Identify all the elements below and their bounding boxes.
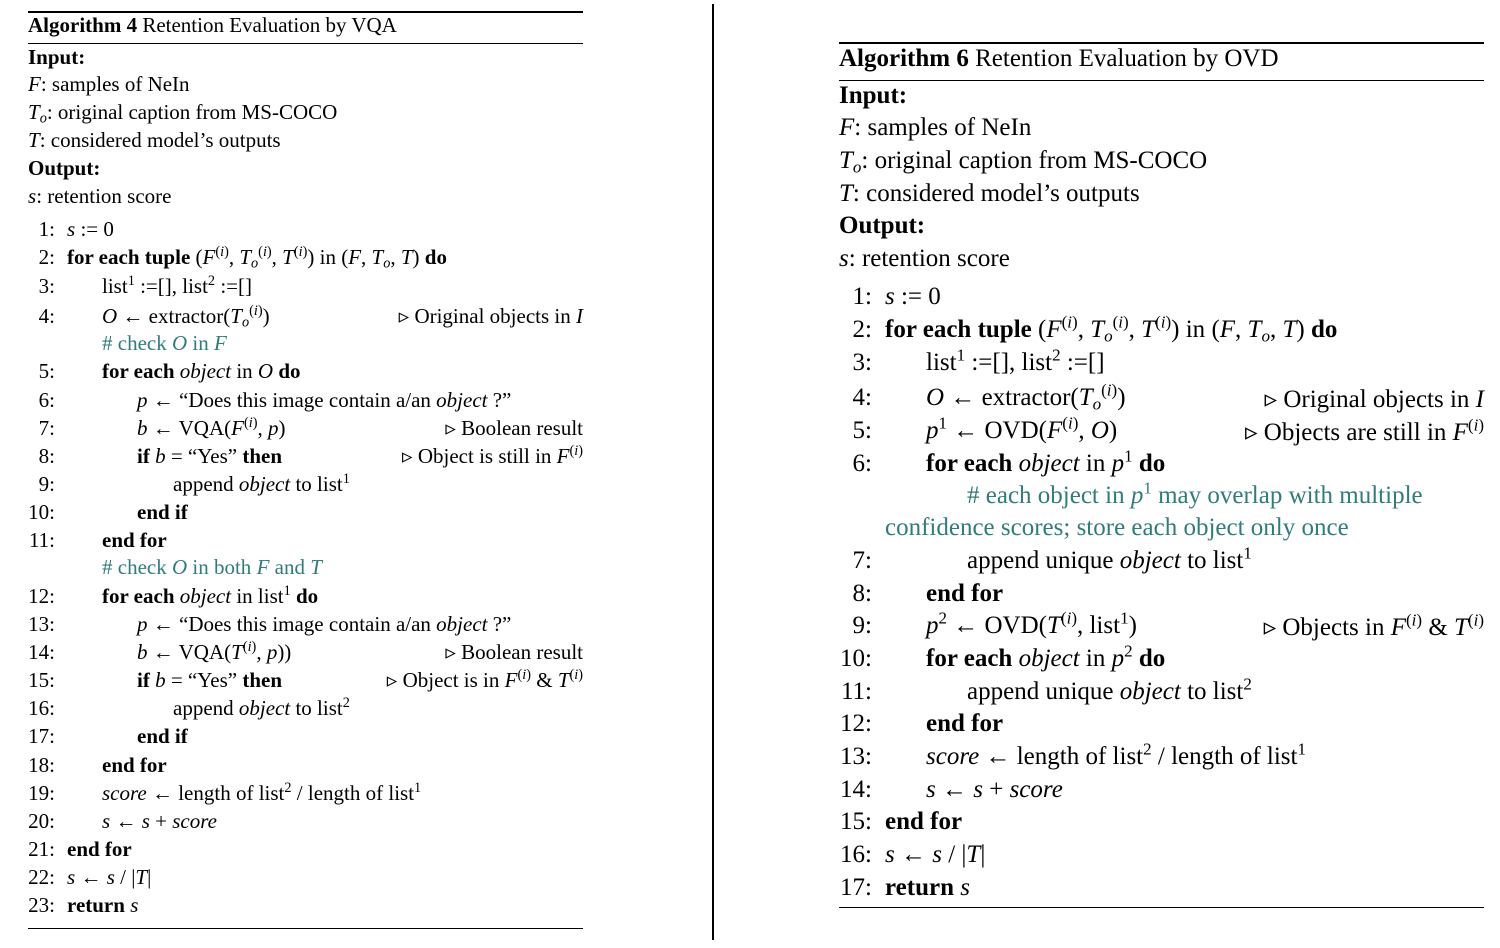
input-heading: Input:	[28, 45, 86, 69]
output-heading: Output:	[839, 212, 926, 239]
line-12: 12: for each object in list$^1$ do	[28, 583, 319, 608]
line-10: 10: end if	[28, 500, 188, 524]
comment-check-both: # check O in both F and T	[102, 555, 322, 579]
line-15: 15: end for	[840, 808, 963, 835]
comment-overlap-1: # each object in $p^1$ may overlap with multiple	[967, 478, 1423, 509]
bottom-rule	[839, 907, 1484, 908]
line-8: 8: end for	[852, 580, 1004, 607]
algorithm-title	[839, 45, 1279, 73]
comment-is-in: ▹ Object is in $F^{(i)}$ & $T^{(i)}$	[386, 667, 583, 692]
line-1: 1: s := 0	[852, 283, 941, 310]
line-11: 11: end for	[28, 528, 167, 552]
title-rule	[28, 43, 583, 44]
line-13: 13: score ← length of list$^2$ / length of list$^1$	[840, 739, 1306, 770]
input-heading: Input:	[839, 82, 908, 109]
line-19: 19: score ← length of list$^2$ / length of list$^1$	[28, 780, 422, 805]
line-13: 13: p ← “Does this image contain a/an object ?”	[28, 612, 512, 636]
line-5: 5: $p^1$ ← $OVD(F^{(i)}$, O) ▹ Objects are still in $F^{(i)}$	[852, 413, 1484, 446]
input-T: T: considered model’s outputs	[839, 180, 1140, 207]
line-5: 5: for each object in O do	[38, 359, 301, 383]
line-4: 4: O ← $extractor(T_o^{(i)})$ ▹ Original objects in I	[38, 303, 583, 331]
comment-original-objects: ▹ Original objects in I	[1264, 386, 1484, 413]
bottom-rule	[28, 928, 583, 929]
input-T: T: considered model’s outputs	[28, 128, 281, 152]
line-3: 3: list$^1$ :=[], list$^2$ :=[]	[38, 273, 252, 298]
comment-check-O-in-F: # check O in F	[102, 331, 227, 355]
line-2: 2: for each tuple ($F^{(i)}$, $T_o^{(i)}$, $T^{(i)}$) in (F, $T_o$, T) do	[38, 244, 447, 272]
line-12: 12: end for	[840, 710, 1004, 737]
line-2: 2: for each tuple ($F^{(i)}$, $T_o^{(i)}$, $T^{(i)}$) in (F, $T_o$, T) do	[852, 312, 1338, 346]
line-7: 7: append unique object to list$^1$	[852, 543, 1252, 574]
line-20: 20: s ← s + score	[28, 809, 217, 833]
line-9: 9: append object to list$^1$	[38, 471, 350, 496]
line-8: 8: if b = “Yes” then ▹ Object is still in $F^{(i)}$	[38, 443, 583, 468]
algorithm-label: Algorithm 6	[839, 45, 969, 72]
line-1: 1: s := 0	[38, 217, 114, 241]
input-To: $T_o$: original caption from MS-COCO	[28, 100, 338, 127]
line-14: 14: b ← $VQA(T^{(i)}$, p)) ▹ Boolean result	[28, 639, 583, 664]
comment-objects-still-in: ▹ Objects are still in $F^{(i)}$	[1244, 415, 1484, 446]
comment-still-in: ▹ Object is still in $F^{(i)}$	[402, 443, 583, 468]
comment-overlap-2: confidence scores; store each object only once	[885, 514, 1349, 541]
input-F: F: samples of NeIn	[839, 114, 1032, 141]
algorithm-name: Retention Evaluation by OVD	[975, 45, 1279, 72]
comment-boolean-2: ▹ Boolean result	[445, 640, 583, 664]
comment-boolean: ▹ Boolean result	[445, 416, 583, 440]
line-18: 18: end for	[28, 753, 167, 777]
line-6: 6: p ← “Does this image contain a/an object ?”	[38, 388, 512, 412]
line-17: 17: end if	[28, 724, 188, 748]
line-7: 7: b ← $VQA(F^{(i)}$, p) ▹ Boolean result	[38, 415, 583, 440]
line-21: 21: end for	[28, 837, 132, 861]
output-heading: Output:	[28, 156, 101, 180]
top-rule	[839, 42, 1484, 44]
line-10: 10: for each object in $p^2$ do	[840, 641, 1166, 672]
line-15: 15: if b = “Yes” then ▹ Object is in $F^{(i)}$ & $T^{(i)}$	[28, 667, 583, 692]
algorithm-name: Retention Evaluation by VQA	[142, 13, 397, 37]
column-divider	[712, 4, 714, 940]
title-rule	[839, 80, 1484, 81]
line-14: 14: s ← s + score	[840, 776, 1063, 803]
line-4: 4: O ← $extractor(T_o^{(i)})$ ▹ Original objects in I	[852, 380, 1484, 414]
algorithm-title	[28, 13, 397, 38]
line-3: 3: list$^1$ :=[], list$^2$ :=[]	[852, 345, 1105, 376]
line-9: 9: $p^2$ ← $OVD(T^{(i)}$, list$^1$) ▹ Objects in $F^{(i)}$ & $T^{(i)}$	[852, 608, 1484, 641]
line-22: 22: s ← s / |T|	[28, 865, 152, 889]
line-16: 16: append object to list$^2$	[28, 695, 350, 720]
algorithm-label: Algorithm 4	[28, 13, 138, 37]
line-6: 6: for each object in $p^1$ do	[852, 446, 1166, 477]
comment-objects-in: ▹ Objects in $F^{(i)}$ & $T^{(i)}$	[1263, 610, 1484, 641]
line-11: 11: append unique object to list$^2$	[840, 674, 1252, 705]
line-16: 16: s ← s / |T|	[840, 841, 986, 868]
input-To: $T_o$: original caption from MS-COCO	[839, 147, 1208, 177]
comment-original-objects: ▹ Original objects in I	[398, 304, 583, 328]
input-F: F: samples of NeIn	[28, 72, 190, 96]
output-s: s: retention score	[28, 184, 172, 208]
line-17: 17: return s	[840, 874, 970, 901]
output-s: s: retention score	[839, 245, 1010, 272]
line-23: 23: return s	[28, 893, 139, 917]
